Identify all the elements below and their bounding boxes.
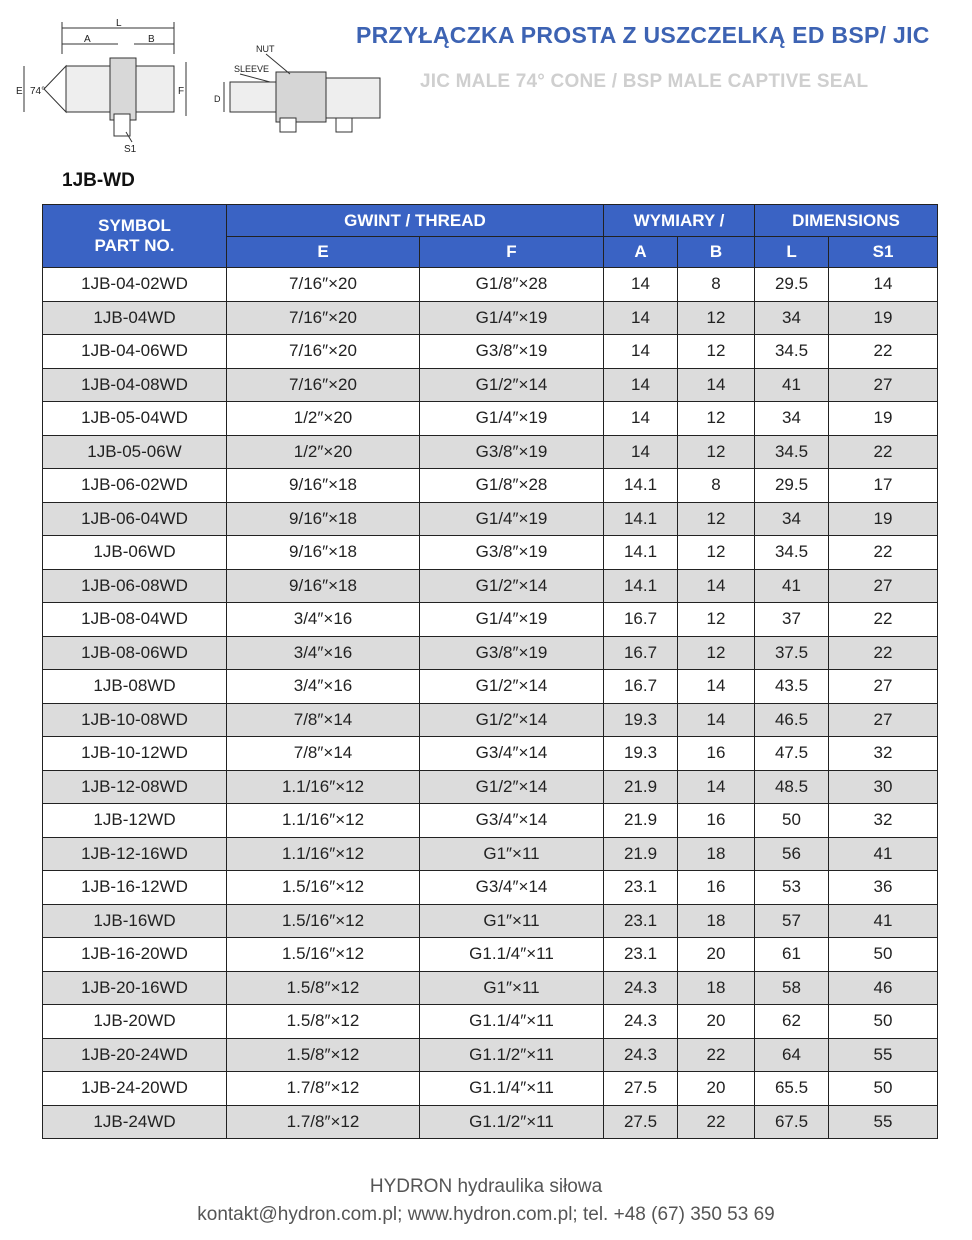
fitting-assembly-drawing bbox=[210, 40, 390, 140]
table-cell: 9/16″×18 bbox=[227, 469, 420, 503]
table-cell: 18 bbox=[678, 971, 755, 1005]
column-header: S1 bbox=[829, 237, 938, 268]
table-row bbox=[43, 837, 938, 871]
table-cell: G3/4″×14 bbox=[420, 737, 604, 771]
table-cell: 14.1 bbox=[604, 502, 678, 536]
header-part-label: PART NO. bbox=[94, 236, 175, 255]
dimensions-table bbox=[42, 204, 938, 1139]
table-cell: 37.5 bbox=[755, 636, 829, 670]
footer-company: HYDRON hydraulika siłowa bbox=[369, 1176, 603, 1197]
table-cell: 22 bbox=[829, 536, 938, 570]
header-wymiary: WYMIARY / bbox=[604, 205, 755, 237]
table-cell: 36 bbox=[829, 871, 938, 905]
table-cell: 62 bbox=[755, 1005, 829, 1039]
part-number-cell: 1JB-12WD bbox=[43, 804, 227, 838]
table-cell: 48.5 bbox=[755, 770, 829, 804]
part-number-cell: 1JB-20-24WD bbox=[43, 1038, 227, 1072]
fitting-dimension-drawing bbox=[14, 14, 194, 159]
table-cell: 41 bbox=[755, 368, 829, 402]
table-row bbox=[43, 636, 938, 670]
table-cell: 1.1/16″×12 bbox=[227, 770, 420, 804]
table-cell: 14 bbox=[829, 268, 938, 302]
table-cell: 7/16″×20 bbox=[227, 301, 420, 335]
table-row bbox=[43, 871, 938, 905]
table-row bbox=[43, 1105, 938, 1139]
table-row bbox=[43, 402, 938, 436]
table-cell: 16 bbox=[678, 737, 755, 771]
table-cell: 30 bbox=[829, 770, 938, 804]
table-cell: 12 bbox=[678, 536, 755, 570]
page-title: PRZYŁĄCZKA PROSTA Z USZCZELKĄ ED BSP/ JIC bbox=[356, 22, 930, 48]
table-cell: 20 bbox=[678, 1072, 755, 1106]
table-cell: G1.1/4″×11 bbox=[420, 1005, 604, 1039]
product-code: 1JB-WD bbox=[62, 170, 135, 191]
table-cell: 1/2″×20 bbox=[227, 402, 420, 436]
table-cell: 14 bbox=[604, 301, 678, 335]
table-cell: 14 bbox=[678, 368, 755, 402]
table-cell: 9/16″×18 bbox=[227, 569, 420, 603]
table-cell: 19 bbox=[829, 502, 938, 536]
column-header: L bbox=[755, 237, 829, 268]
table-cell: 50 bbox=[829, 938, 938, 972]
header-dimensions: DIMENSIONS bbox=[755, 205, 938, 237]
table-cell: 3/4″×16 bbox=[227, 603, 420, 637]
table-cell: 22 bbox=[829, 435, 938, 469]
table-cell: G1″×11 bbox=[420, 837, 604, 871]
table-row bbox=[43, 938, 938, 972]
table-row bbox=[43, 368, 938, 402]
part-number-cell: 1JB-20WD bbox=[43, 1005, 227, 1039]
part-number-cell: 1JB-16-20WD bbox=[43, 938, 227, 972]
table-cell: 57 bbox=[755, 904, 829, 938]
table-cell: G1.1/4″×11 bbox=[420, 938, 604, 972]
table-cell: 1.5/16″×12 bbox=[227, 938, 420, 972]
table-cell: G3/8″×19 bbox=[420, 536, 604, 570]
table-cell: G1/2″×14 bbox=[420, 703, 604, 737]
table-cell: 23.1 bbox=[604, 904, 678, 938]
table-cell: 19.3 bbox=[604, 737, 678, 771]
table-cell: 1/2″×20 bbox=[227, 435, 420, 469]
table-cell: 65.5 bbox=[755, 1072, 829, 1106]
label-s1: S1 bbox=[124, 144, 137, 155]
table-cell: 12 bbox=[678, 402, 755, 436]
table-cell: 61 bbox=[755, 938, 829, 972]
table-cell: 41 bbox=[755, 569, 829, 603]
table-cell: G1.1/2″×11 bbox=[420, 1038, 604, 1072]
table-cell: 14 bbox=[604, 435, 678, 469]
table-cell: G1″×11 bbox=[420, 904, 604, 938]
table-cell: 12 bbox=[678, 603, 755, 637]
table-cell: 21.9 bbox=[604, 804, 678, 838]
table-cell: 1.5/8″×12 bbox=[227, 1038, 420, 1072]
table-cell: 1.5/8″×12 bbox=[227, 971, 420, 1005]
table-cell: 34.5 bbox=[755, 335, 829, 369]
part-number-cell: 1JB-12-16WD bbox=[43, 837, 227, 871]
table-row bbox=[43, 737, 938, 771]
table-cell: 34 bbox=[755, 502, 829, 536]
table-row bbox=[43, 971, 938, 1005]
table-cell: G1/4″×19 bbox=[420, 603, 604, 637]
table-cell: 14 bbox=[604, 368, 678, 402]
table-cell: G1″×11 bbox=[420, 971, 604, 1005]
table-cell: G1/4″×19 bbox=[420, 301, 604, 335]
table-cell: 64 bbox=[755, 1038, 829, 1072]
table-row bbox=[43, 335, 938, 369]
table-cell: G1/2″×14 bbox=[420, 569, 604, 603]
table-row bbox=[43, 670, 938, 704]
table-cell: 34.5 bbox=[755, 536, 829, 570]
table-cell: 56 bbox=[755, 837, 829, 871]
table-row bbox=[43, 1072, 938, 1106]
label-sleeve: SLEEVE bbox=[234, 64, 270, 74]
table-cell: 41 bbox=[829, 904, 938, 938]
part-number-cell: 1JB-04WD bbox=[43, 301, 227, 335]
table-cell: G3/8″×19 bbox=[420, 435, 604, 469]
label-b: B bbox=[148, 34, 155, 45]
table-cell: 8 bbox=[678, 469, 755, 503]
table-cell: 12 bbox=[678, 335, 755, 369]
table-row bbox=[43, 569, 938, 603]
table-cell: 1.1/16″×12 bbox=[227, 837, 420, 871]
table-cell: G1/8″×28 bbox=[420, 469, 604, 503]
table-cell: 1.7/8″×12 bbox=[227, 1072, 420, 1106]
table-row bbox=[43, 502, 938, 536]
table-cell: 24.3 bbox=[604, 1038, 678, 1072]
table-cell: 20 bbox=[678, 938, 755, 972]
table-cell: 7/16″×20 bbox=[227, 368, 420, 402]
part-number-cell: 1JB-06WD bbox=[43, 536, 227, 570]
table-cell: G1/8″×28 bbox=[420, 268, 604, 302]
table-cell: 50 bbox=[829, 1005, 938, 1039]
table-row bbox=[43, 536, 938, 570]
table-row bbox=[43, 469, 938, 503]
table-cell: 3/4″×16 bbox=[227, 636, 420, 670]
footer-contact: kontakt@hydron.com.pl; www.hydron.com.pl; tel. +48 (67) 350 53 69 bbox=[197, 1204, 775, 1225]
table-cell: 14 bbox=[604, 402, 678, 436]
table-cell: 21.9 bbox=[604, 770, 678, 804]
table-cell: 55 bbox=[829, 1105, 938, 1139]
table-cell: 41 bbox=[829, 837, 938, 871]
table-cell: 34 bbox=[755, 301, 829, 335]
table-cell: 34.5 bbox=[755, 435, 829, 469]
table-cell: 9/16″×18 bbox=[227, 502, 420, 536]
table-cell: 32 bbox=[829, 804, 938, 838]
table-cell: 7/16″×20 bbox=[227, 268, 420, 302]
table-cell: 29.5 bbox=[755, 268, 829, 302]
table-body bbox=[43, 268, 938, 1139]
table-cell: G1/2″×14 bbox=[420, 770, 604, 804]
table-cell: 27 bbox=[829, 368, 938, 402]
part-number-cell: 1JB-08-04WD bbox=[43, 603, 227, 637]
table-cell: 14.1 bbox=[604, 536, 678, 570]
table-cell: 3/4″×16 bbox=[227, 670, 420, 704]
table-cell: 8 bbox=[678, 268, 755, 302]
part-number-cell: 1JB-04-06WD bbox=[43, 335, 227, 369]
table-cell: 16 bbox=[678, 804, 755, 838]
table-cell: 43.5 bbox=[755, 670, 829, 704]
table-row bbox=[43, 770, 938, 804]
table-cell: 14 bbox=[678, 703, 755, 737]
table-cell: 14 bbox=[604, 335, 678, 369]
table-cell: 12 bbox=[678, 636, 755, 670]
part-number-cell: 1JB-08WD bbox=[43, 670, 227, 704]
header-symbol bbox=[43, 205, 227, 268]
part-number-cell: 1JB-10-08WD bbox=[43, 703, 227, 737]
table-cell: 19.3 bbox=[604, 703, 678, 737]
part-number-cell: 1JB-24WD bbox=[43, 1105, 227, 1139]
table-cell: 17 bbox=[829, 469, 938, 503]
table-row bbox=[43, 1038, 938, 1072]
table-cell: 7/8″×14 bbox=[227, 703, 420, 737]
table-cell: 24.3 bbox=[604, 971, 678, 1005]
table-cell: 27 bbox=[829, 670, 938, 704]
table-cell: 7/8″×14 bbox=[227, 737, 420, 771]
table-cell: 1.5/16″×12 bbox=[227, 904, 420, 938]
table-cell: 23.1 bbox=[604, 871, 678, 905]
part-number-cell: 1JB-04-08WD bbox=[43, 368, 227, 402]
label-nut: NUT bbox=[256, 44, 275, 54]
table-cell: 32 bbox=[829, 737, 938, 771]
table-cell: 55 bbox=[829, 1038, 938, 1072]
column-header: B bbox=[678, 237, 755, 268]
table-cell: 19 bbox=[829, 402, 938, 436]
table-cell: 50 bbox=[755, 804, 829, 838]
column-header: A bbox=[604, 237, 678, 268]
part-number-cell: 1JB-16-12WD bbox=[43, 871, 227, 905]
table-cell: 14 bbox=[678, 670, 755, 704]
table-cell: 27.5 bbox=[604, 1105, 678, 1139]
table-cell: 7/16″×20 bbox=[227, 335, 420, 369]
table-cell: 23.1 bbox=[604, 938, 678, 972]
table-cell: 12 bbox=[678, 502, 755, 536]
label-e: E bbox=[16, 86, 23, 97]
part-number-cell: 1JB-10-12WD bbox=[43, 737, 227, 771]
table-cell: 18 bbox=[678, 904, 755, 938]
part-number-cell: 1JB-20-16WD bbox=[43, 971, 227, 1005]
table-cell: 14.1 bbox=[604, 569, 678, 603]
table-cell: 14 bbox=[604, 268, 678, 302]
part-number-cell: 1JB-12-08WD bbox=[43, 770, 227, 804]
part-number-cell: 1JB-24-20WD bbox=[43, 1072, 227, 1106]
table-cell: 22 bbox=[678, 1038, 755, 1072]
table-cell: 16.7 bbox=[604, 670, 678, 704]
part-number-cell: 1JB-06-08WD bbox=[43, 569, 227, 603]
table-cell: 14 bbox=[678, 770, 755, 804]
table-cell: 47.5 bbox=[755, 737, 829, 771]
table-cell: 22 bbox=[829, 335, 938, 369]
header-symbol-label: SYMBOL bbox=[98, 216, 171, 235]
table-cell: 53 bbox=[755, 871, 829, 905]
table-cell: G3/4″×14 bbox=[420, 804, 604, 838]
table-cell: 19 bbox=[829, 301, 938, 335]
table-cell: 1.5/8″×12 bbox=[227, 1005, 420, 1039]
part-number-cell: 1JB-06-04WD bbox=[43, 502, 227, 536]
table-cell: 24.3 bbox=[604, 1005, 678, 1039]
column-header: E bbox=[227, 237, 420, 268]
label-f: F bbox=[178, 86, 185, 97]
table-cell: 27 bbox=[829, 569, 938, 603]
table-row bbox=[43, 703, 938, 737]
table-cell: 37 bbox=[755, 603, 829, 637]
table-cell: 20 bbox=[678, 1005, 755, 1039]
table-cell: 1.5/16″×12 bbox=[227, 871, 420, 905]
label-angle: 74° bbox=[30, 86, 46, 97]
table-cell: G1/4″×19 bbox=[420, 502, 604, 536]
table-cell: 22 bbox=[678, 1105, 755, 1139]
table-cell: 46.5 bbox=[755, 703, 829, 737]
table-row bbox=[43, 904, 938, 938]
table-cell: 16.7 bbox=[604, 603, 678, 637]
table-cell: G1/4″×19 bbox=[420, 402, 604, 436]
label-l: L bbox=[116, 18, 122, 29]
table-cell: G3/4″×14 bbox=[420, 871, 604, 905]
table-cell: 22 bbox=[829, 636, 938, 670]
table-cell: 27.5 bbox=[604, 1072, 678, 1106]
table-cell: 29.5 bbox=[755, 469, 829, 503]
table-cell: 12 bbox=[678, 301, 755, 335]
part-number-cell: 1JB-08-06WD bbox=[43, 636, 227, 670]
part-number-cell: 1JB-06-02WD bbox=[43, 469, 227, 503]
table-cell: 16.7 bbox=[604, 636, 678, 670]
table-cell: G1/2″×14 bbox=[420, 670, 604, 704]
table-row bbox=[43, 603, 938, 637]
table-cell: 34 bbox=[755, 402, 829, 436]
part-number-cell: 1JB-05-06W bbox=[43, 435, 227, 469]
label-d: D bbox=[214, 94, 221, 104]
table-cell: G3/8″×19 bbox=[420, 335, 604, 369]
table-cell: 18 bbox=[678, 837, 755, 871]
table-cell: 9/16″×18 bbox=[227, 536, 420, 570]
table-row bbox=[43, 301, 938, 335]
table-cell: 1.7/8″×12 bbox=[227, 1105, 420, 1139]
table-cell: G1.1/2″×11 bbox=[420, 1105, 604, 1139]
table-cell: 12 bbox=[678, 435, 755, 469]
table-cell: G1.1/4″×11 bbox=[420, 1072, 604, 1106]
table-cell: 14 bbox=[678, 569, 755, 603]
table-cell: 1.1/16″×12 bbox=[227, 804, 420, 838]
table-row bbox=[43, 268, 938, 302]
table-cell: 14.1 bbox=[604, 469, 678, 503]
table-cell: G3/8″×19 bbox=[420, 636, 604, 670]
table-cell: 58 bbox=[755, 971, 829, 1005]
table-cell: 50 bbox=[829, 1072, 938, 1106]
page-subtitle: JIC MALE 74° CONE / BSP MALE CAPTIVE SEAL bbox=[420, 71, 869, 92]
part-number-cell: 1JB-04-02WD bbox=[43, 268, 227, 302]
table-row bbox=[43, 804, 938, 838]
table-cell: 46 bbox=[829, 971, 938, 1005]
table-cell: 21.9 bbox=[604, 837, 678, 871]
table-row bbox=[43, 435, 938, 469]
table-cell: 22 bbox=[829, 603, 938, 637]
table-cell: G1/2″×14 bbox=[420, 368, 604, 402]
table-row bbox=[43, 1005, 938, 1039]
column-header: F bbox=[420, 237, 604, 268]
header-thread: GWINT / THREAD bbox=[227, 205, 604, 237]
part-number-cell: 1JB-16WD bbox=[43, 904, 227, 938]
label-a: A bbox=[84, 34, 91, 45]
table-cell: 67.5 bbox=[755, 1105, 829, 1139]
part-number-cell: 1JB-05-04WD bbox=[43, 402, 227, 436]
table-cell: 27 bbox=[829, 703, 938, 737]
table-cell: 16 bbox=[678, 871, 755, 905]
